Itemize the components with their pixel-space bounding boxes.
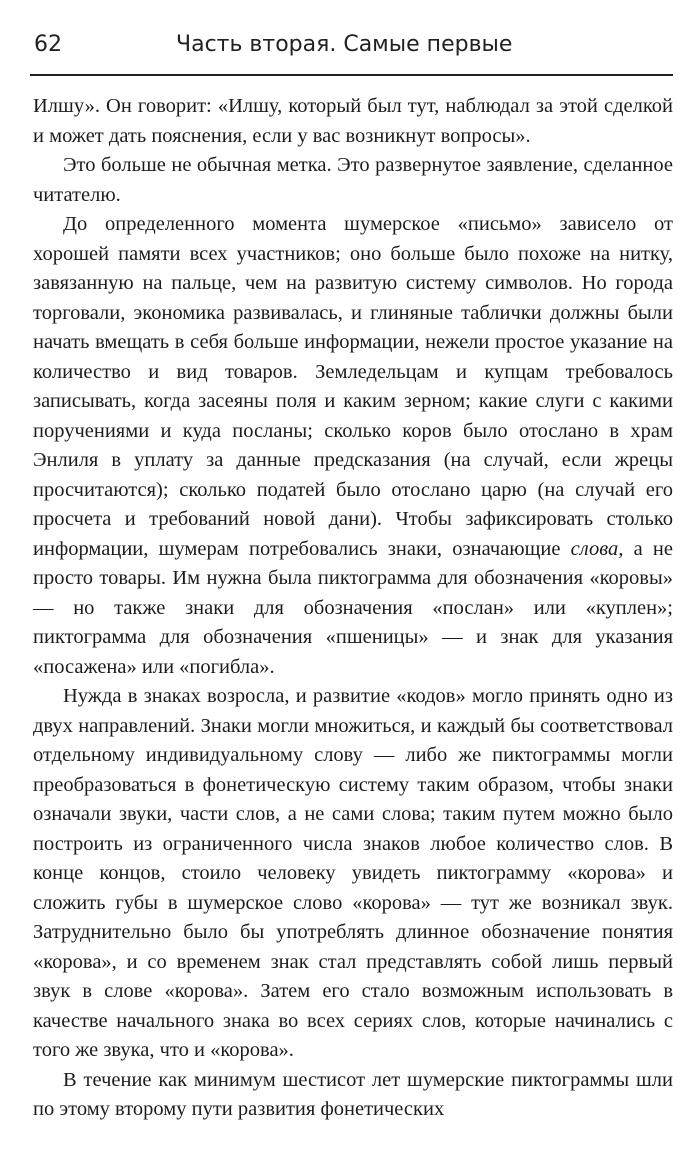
paragraph-3-italic-word: слова, (570, 537, 624, 560)
body-text (33, 92, 673, 1125)
paragraph-5: В течение как минимум шестисот лет шумерские пиктограммы шли по этому второму пути развития фонетических (33, 1068, 673, 1120)
paragraph-1: Илшу». Он говорит: «Илшу, который был тут, наблюдал за этой сделкой и может дать пояснения, если у вас возникнут вопросы». (33, 95, 673, 147)
header-rule (30, 74, 673, 76)
running-head: Часть вторая. Самые первые (176, 32, 513, 57)
paragraph-3-text-after: а не просто товары. Им нужна была пиктограмма для обозначения «коровы» — но также знаки для обозначения «послан» или «куплен»; пиктограмма для обозначения «пшеницы» — и знак для указания «посажена» или «погибла». (33, 537, 673, 678)
paragraph-2: Это больше не обычная метка. Это развернутое заявление, сделанное читателю. (33, 154, 673, 206)
page-header (34, 32, 673, 72)
page-number: 62 (34, 32, 62, 57)
paragraph-4: Нужда в знаках возросла, и развитие «кодов» могло принять одно из двух направлений. Знаки могли множиться, и каждый бы соответствовал отдельному индивидуальному слову — либо же пиктограммы могли преобразоваться в фонетическую систему таким образом, чтобы знаки означали звуки, части слов, а не сами слова; таким путем можно было построить из ограниченного числа знаков любое количество слов. В конце концов, стоило человеку увидеть пиктограмму «корова» и сложить губы в шумерское слово «корова» — тут же возникал звук. Затруднительно было бы употреблять длинное обозначение понятия «корова», и со временем знак стал представлять собой лишь первый звук в слове «корова». Затем его стало возможным использовать в качестве начального знака во всех сериях слов, которые начинались с того же звука, что и «корова». (33, 685, 673, 1061)
paragraph-3 (33, 210, 673, 682)
paragraph-3-text-before: До определенного момента шумерское «письмо» зависело от хорошей памяти всех участников; оно больше было похоже на нитку, завязанную на пальце, чем на развитую систему символов. Но города торговали, экономика развивалась, и глиняные таблички должны были начать вмещать в себя больше информации, нежели простое указание на количество и вид товаров. Земледельцам и купцам требовалось записывать, когда засеяны поля и каким зерном; какие слуги с какими поручениями и куда посланы; сколько коров было отослано в храм Энлиля в уплату за данные предсказания (на случай, если жрецы просчитаются); сколько податей было отослано царю (на случай его просчета и требований новой дани). Чтобы зафиксировать столько информации, шумерам потребовались знаки, означающие (33, 213, 673, 560)
